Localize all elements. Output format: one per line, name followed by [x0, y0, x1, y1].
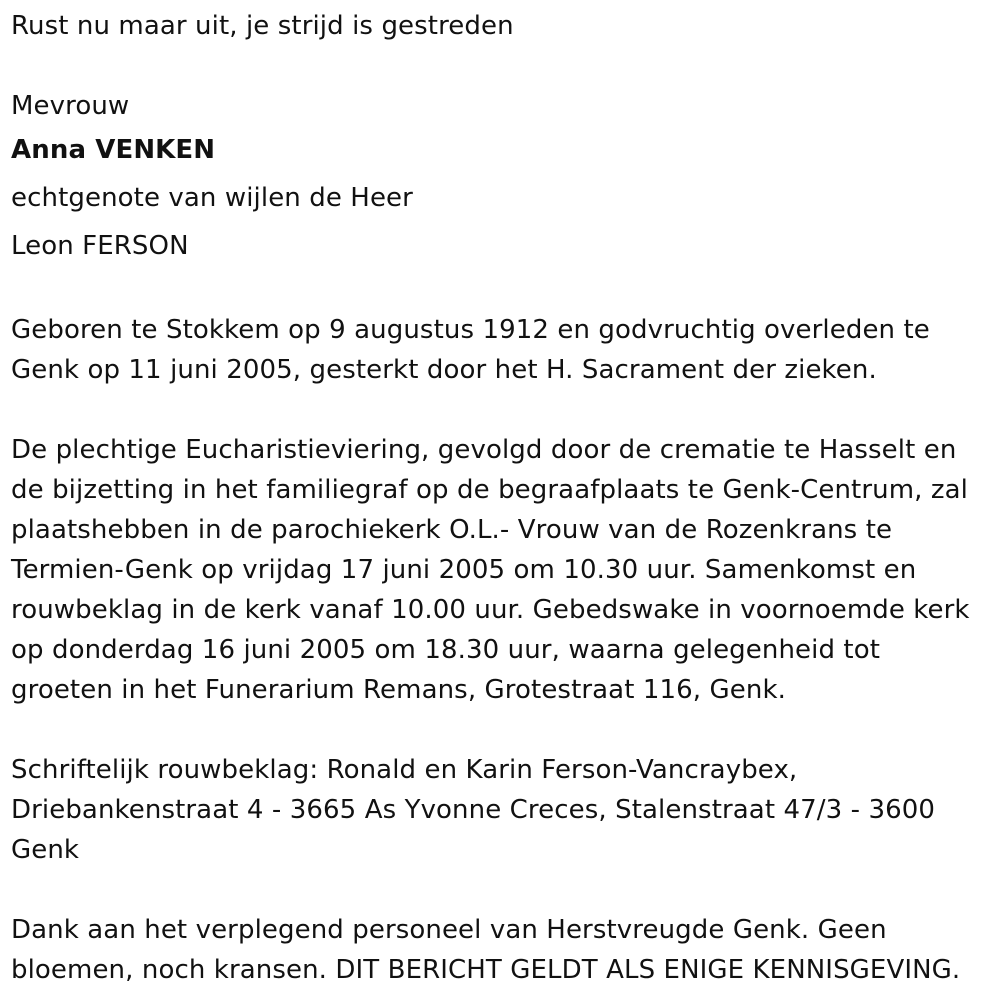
paragraph-line: Schriftelijk rouwbeklag: Ronald en Karin Ferson-Vancraybex,	[11, 755, 798, 785]
paragraph-line: rouwbeklag in de kerk vanaf 10.00 uur. Gebedswake in voornoemde kerk	[11, 595, 970, 625]
paragraph-line: de bijzetting in het familiegraf op de begraafplaats te Genk-Centrum, zal	[11, 475, 968, 505]
paragraph-line: plaatshebben in de parochiekerk O.L.- Vrouw van de Rozenkrans te	[11, 515, 893, 545]
ceremony-paragraph	[11, 430, 991, 710]
paragraph-line: Genk op 11 juni 2005, gesterkt door het H. Sacrament der zieken.	[11, 355, 877, 385]
paragraph-line: Termien-Genk op vrijdag 17 juni 2005 om 10.30 uur. Samenkomst en	[11, 555, 917, 585]
paragraph-line: bloemen, noch kransen. DIT BERICHT GELDT ALS ENIGE KENNISGEVING.	[11, 955, 961, 985]
paragraph-line: Genk	[11, 835, 80, 865]
person-relation: echtgenote van wijlen de Heer	[11, 183, 413, 213]
birth-death-paragraph	[11, 310, 991, 390]
spouse-name: Leon FERSON	[11, 231, 189, 261]
obituary-document	[11, 6, 991, 990]
paragraph-line: Geboren te Stokkem op 9 augustus 1912 en godvruchtig overleden te	[11, 315, 930, 345]
spacer	[11, 870, 991, 910]
paragraph-line: groeten in het Funerarium Remans, Grotestraat 116, Genk.	[11, 675, 786, 705]
paragraph-line: Dank aan het verplegend personeel van Herstvreugde Genk. Geen	[11, 915, 887, 945]
person-name: Anna VENKEN	[11, 135, 216, 165]
paragraph-line: Driebankenstraat 4 - 3665 As Yvonne Creces, Stalenstraat 47/3 - 3600	[11, 795, 936, 825]
spacer	[11, 390, 991, 430]
spacer	[11, 46, 991, 86]
person-title: Mevrouw	[11, 91, 130, 121]
spacer	[11, 710, 991, 750]
paragraph-line: De plechtige Eucharistieviering, gevolgd door de crematie te Hasselt en	[11, 435, 957, 465]
paragraph-line: op donderdag 16 juni 2005 om 18.30 uur, waarna gelegenheid tot	[11, 635, 881, 665]
heading-quote: Rust nu maar uit, je strijd is gestreden	[11, 11, 514, 41]
spacer	[11, 270, 991, 310]
thanks-paragraph	[11, 910, 991, 990]
condolences-paragraph	[11, 750, 991, 870]
